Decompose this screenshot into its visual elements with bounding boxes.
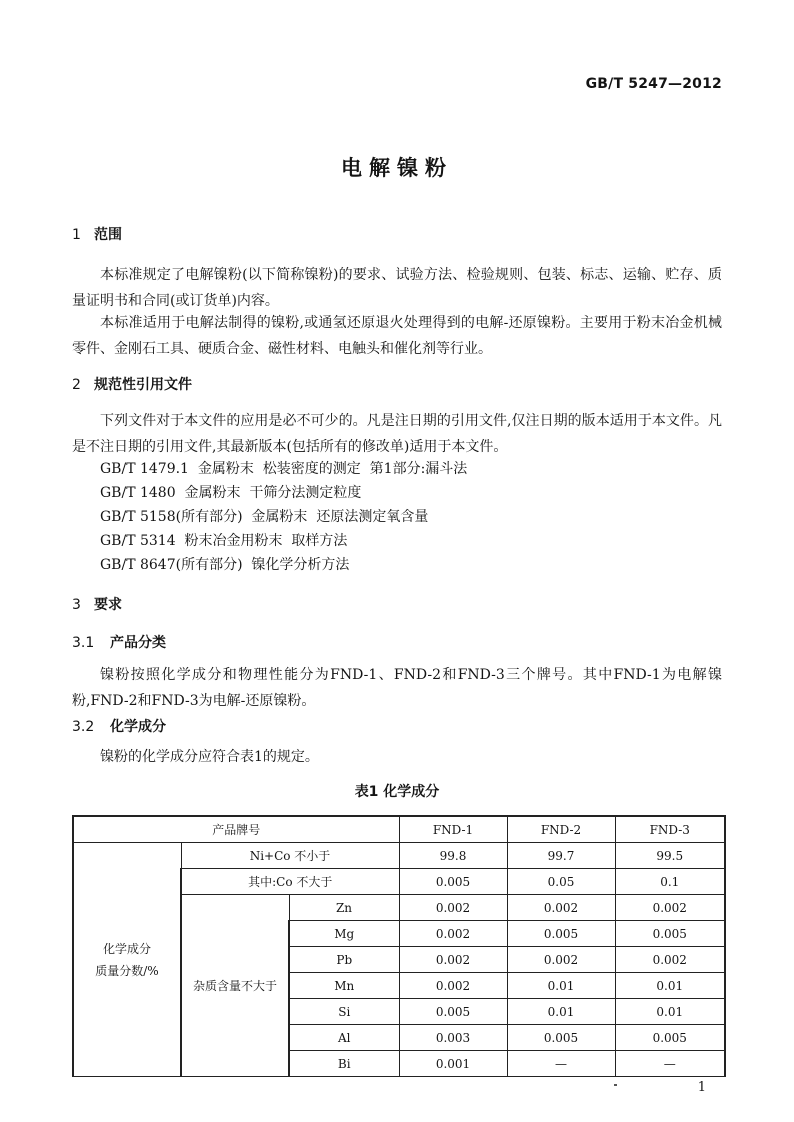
cell-value: 0.005 [615,1025,725,1051]
page-number: 1 [697,1080,706,1095]
cell-value: 0.002 [507,895,615,921]
cell-value: 0.002 [399,947,507,973]
header-product-grade: 产品牌号 [73,816,399,843]
cell-value: 0.003 [399,1025,507,1051]
element-label: Al [289,1025,399,1051]
element-label: Si [289,999,399,1025]
section-1-heading [72,224,122,244]
section-1-paragraph-1: 本标准规定了电解镍粉(以下简称镍粉)的要求、试验方法、检验规则、包装、标志、运输、贮存、质量证明书和合同(或订货单)内容。 [72,267,722,309]
cell-value: 0.002 [615,895,725,921]
element-label: Mg [289,921,399,947]
element-label: Mn [289,973,399,999]
section-title: 要求 [94,597,122,613]
cell-value: 0.005 [615,921,725,947]
cell-value: 0.002 [399,973,507,999]
cell-value: 0.005 [399,999,507,1025]
document-title: 电解镍粉 [341,156,453,180]
cell-value: 99.5 [615,843,725,869]
section-number: 1 [72,227,81,243]
reference-item: GB/T 1480 金属粉末 干筛分法测定粒度 [100,485,362,501]
reference-item: GB/T 8647(所有部分) 镍化学分析方法 [100,557,350,573]
table-header-row [73,816,725,843]
cell-value: 0.01 [615,999,725,1025]
header-col-fnd2: FND-2 [507,816,615,843]
cell-value: 0.005 [507,1025,615,1051]
element-label: Pb [289,947,399,973]
cell-value: 0.01 [507,999,615,1025]
section-3-2-paragraph: 镍粉的化学成分应符合表1的规定。 [100,749,319,765]
cell-value: 99.7 [507,843,615,869]
section-number: 3 [72,597,81,613]
cell-value: 0.002 [615,947,725,973]
cell-value: 0.005 [399,869,507,895]
standard-code: GB/T 5247—2012 [585,76,722,92]
row-label: 其中:Co 不大于 [181,869,399,895]
row-label: Ni+Co 不小于 [181,843,399,869]
header-col-fnd3: FND-3 [615,816,725,843]
section-number: 3.1 [72,635,95,651]
section-title: 产品分类 [110,635,166,651]
section-number: 3.2 [72,719,95,735]
group-label-cell [73,843,181,1077]
cell-value: 0.05 [507,869,615,895]
cell-value: 0.01 [615,973,725,999]
section-2-heading [72,374,192,394]
section-3-1-heading [72,632,166,652]
reference-item: GB/T 1479.1 金属粉末 松装密度的测定 第1部分:漏斗法 [100,461,468,477]
element-label: Bi [289,1051,399,1077]
section-3-heading [72,594,122,614]
cell-value: 0.005 [507,921,615,947]
section-title: 规范性引用文件 [94,377,192,393]
section-number: 2 [72,377,81,393]
table-caption: 表1 化学成分 [354,784,440,800]
cell-value: 0.01 [507,973,615,999]
cell-value: 0.002 [399,895,507,921]
group-label-line-2: 质量分数/% [95,963,159,978]
cell-value: 0.001 [399,1051,507,1077]
section-3-1-paragraph: 镍粉按照化学成分和物理性能分为FND-1、FND-2和FND-3三个牌号。其中FND-1为电解镍粉,FND-2和FND-3为电解-还原镍粉。 [72,667,722,709]
cell-value: — [615,1051,725,1077]
section-title: 范围 [94,227,122,243]
cell-value: 0.002 [507,947,615,973]
impurity-label-cell: 杂质含量不大于 [181,895,289,1077]
chemical-composition-table [72,815,726,1077]
cell-value: — [507,1051,615,1077]
table-row [73,843,725,869]
cell-value: 0.1 [615,869,725,895]
cell-value: 99.8 [399,843,507,869]
header-col-fnd1: FND-1 [399,816,507,843]
section-title: 化学成分 [110,719,166,735]
group-label-line-1: 化学成分 [102,941,151,956]
scan-speck [614,1084,617,1086]
reference-item: GB/T 5158(所有部分) 金属粉末 还原法测定氧含量 [100,509,429,525]
cell-value: 0.002 [399,921,507,947]
section-1-paragraph-2: 本标准适用于电解法制得的镍粉,或通氢还原退火处理得到的电解-还原镍粉。主要用于粉末冶金机械零件、金刚石工具、硬质合金、磁性材料、电触头和催化剂等行业。 [72,315,722,357]
section-3-2-heading [72,716,166,736]
section-2-paragraph-1: 下列文件对于本文件的应用是必不可少的。凡是注日期的引用文件,仅注日期的版本适用于本文件。凡是不注日期的引用文件,其最新版本(包括所有的修改单)适用于本文件。 [72,413,722,455]
reference-item: GB/T 5314 粉末冶金用粉末 取样方法 [100,533,348,549]
element-label: Zn [289,895,399,921]
